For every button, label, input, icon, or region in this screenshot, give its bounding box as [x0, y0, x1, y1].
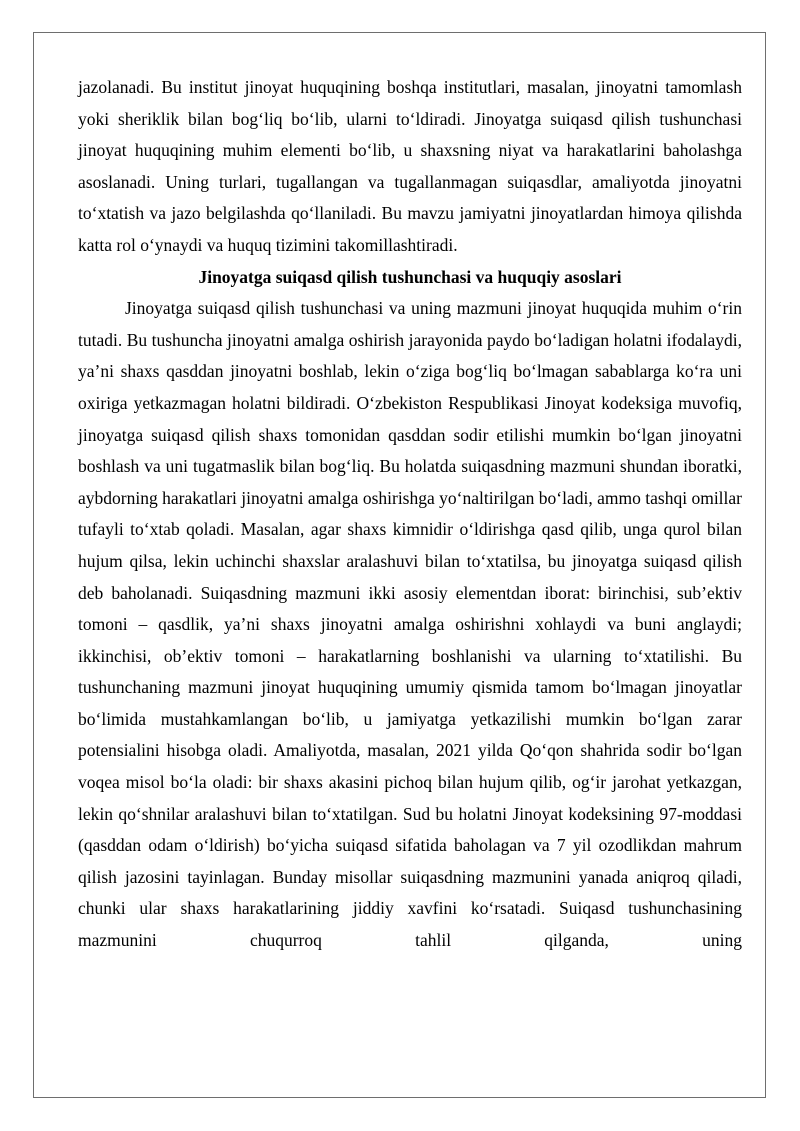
section-heading: Jinoyatga suiqasd qilish tushunchasi va huquqiy asoslari — [198, 266, 622, 287]
intro-paragraph: jazolanadi. Bu institut jinoyat huquqining boshqa institutlari, masalan, jinoyatni tamomlash yoki sheriklik bilan bog‘liq bo‘lib, ularni to‘ldiradi. Jinoyatga suiqasd qilish tushunchasi jinoyat huquqining muhim elementi bo‘lib, u shaxsning niyat va harakatlarini baholashga asoslanadi. Uning turlari, tugallangan va tugallanmagan suiqasdlar, amaliyotda jinoyatni to‘xtatish va jazo belgilashda qo‘llaniladi. Bu mavzu jamiyatni jinoyatlardan himoya qilishda katta rol o‘ynaydi va huquq tizimini takomillashtiradi. — [78, 77, 742, 255]
document-body — [78, 72, 742, 957]
body-paragraph: Jinoyatga suiqasd qilish tushunchasi va uning mazmuni jinoyat huquqida muhim o‘rin tutadi. Bu tushuncha jinoyatni amalga oshirish jarayonida paydo bo‘ladigan holatni ifodalaydi, ya’ni shaxs qasddan jinoyatni boshlab, lekin o‘ziga bog‘liq bo‘lmagan sabablarga ko‘ra uni oxiriga yetkazmagan holatni bildiradi. O‘zbekiston Respublikasi Jinoyat kodeksiga muvofiq, jinoyatga suiqasd qilish shaxs tomonidan qasddan sodir etilishi mumkin bo‘lgan jinoyatni boshlash va uni tugatmaslik bilan bog‘liq. Bu holatda suiqasdning mazmuni shundan iboratki, aybdorning harakatlari jinoyatni amalga oshirishga yo‘naltirilgan bo‘ladi, ammo tashqi omillar tufayli to‘xtab qoladi. Masalan, agar shaxs kimnidir o‘ldirishga qasd qilib, unga qurol bilan hujum qilsa, lekin uchinchi shaxslar aralashuvi bilan to‘xtatilsa, bu jinoyatga suiqasd qilish deb baholanadi. Suiqasdning mazmuni ikki asosiy elementdan iborat: birinchisi, sub’ektiv tomoni – qasdlik, ya’ni shaxs jinoyatni amalga oshirishni xohlaydi va buni anglaydi; ikkinchisi, ob’ektiv tomoni – harakatlarning boshlanishi va ularning to‘xtatilishi. Bu tushunchaning mazmuni jinoyat huquqining umumiy qismida tamom bo‘lmagan jinoyatlar bo‘limida mustahkamlangan bo‘lib, u jamiyatga yetkazilishi mumkin bo‘lgan zarar potensialini hisobga oladi. Amaliyotda, masalan, 2021 yilda Qo‘qon shahrida sodir bo‘lgan voqea misol bo‘la oladi: bir shaxs akasini pichoq bilan hujum qilib, og‘ir jarohat yetkazgan, lekin qo‘shnilar aralashuvi bilan to‘xtatilgan. Sud bu holatni Jinoyat kodeksining 97-moddasi (qasddan odam o‘ldirish) bo‘yicha suiqasd sifatida baholagan va 7 yil ozodlikdan mahrum qilish jazosini tayinlagan. Bunday misollar suiqasdning mazmunini yanada aniqroq qiladi, chunki ular shaxs harakatlarining jiddiy xavfini ko‘rsatadi. Suiqasd tushunchasining mazmunini chuqurroq tahlil qilganda, uning — [78, 298, 742, 951]
